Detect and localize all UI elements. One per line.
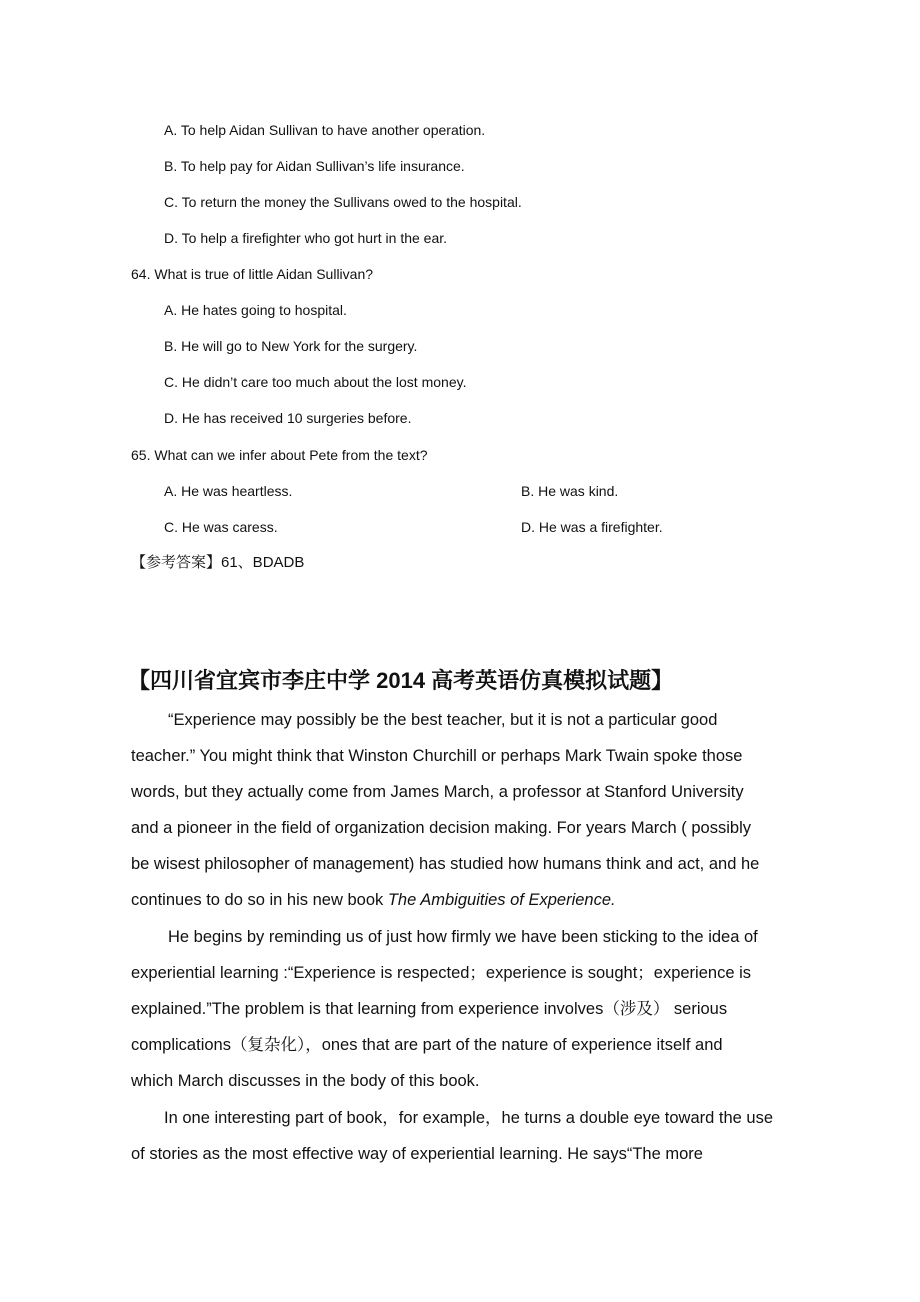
passage-line: In one interesting part of book，for example，he turns a double eye toward the use bbox=[164, 1109, 774, 1127]
passage-line: teacher.” You might think that Winston Churchill or perhaps Mark Twain spoke those bbox=[131, 747, 743, 765]
passage-line: words, but they actually come from James March, a professor at Stanford University bbox=[131, 783, 744, 801]
q65-option-b: B. He was kind. bbox=[521, 483, 619, 499]
passage-line-with-book bbox=[131, 889, 616, 911]
q64-question: 64. What is true of little Aidan Sullivan? bbox=[131, 266, 374, 282]
q65-option-d: D. He was a firefighter. bbox=[521, 519, 663, 535]
passage-line: which March discusses in the body of this book. bbox=[131, 1072, 480, 1090]
passage-line: explained.”The problem is that learning from experience involves（涉及） serious bbox=[131, 1000, 728, 1018]
passage-line: experiential learning :“Experience is respected；experience is sought；experience is bbox=[131, 964, 751, 982]
passage-line: be wisest philosopher of management) has studied how humans think and act, and he bbox=[131, 855, 760, 873]
q65-question: 65. What can we infer about Pete from the text? bbox=[131, 447, 428, 463]
passage-line: and a pioneer in the field of organization decision making. For years March ( possibly bbox=[131, 819, 751, 837]
q65-option-a: A. He was heartless. bbox=[164, 483, 293, 499]
passage-line: of stories as the most effective way of experiential learning. He says“The more bbox=[131, 1145, 703, 1163]
q65-option-c: C. He was caress. bbox=[164, 519, 278, 535]
passage-line: “Experience may possibly be the best teacher, but it is not a particular good bbox=[168, 711, 718, 729]
q63-option-b: B. To help pay for Aidan Sullivan’s life insurance. bbox=[164, 158, 465, 174]
q64-option-a: A. He hates going to hospital. bbox=[164, 302, 347, 318]
q64-option-b: B. He will go to New York for the surgery. bbox=[164, 338, 418, 354]
passage-line: continues to do so in his new book bbox=[131, 891, 388, 909]
answer-key: 【参考答案】61、BDADB bbox=[131, 554, 305, 571]
book-title: The Ambiguities of Experience. bbox=[387, 891, 616, 909]
q63-option-a: A. To help Aidan Sullivan to have another operation. bbox=[164, 122, 486, 138]
q64-option-d: D. He has received 10 surgeries before. bbox=[164, 410, 412, 426]
passage-line: He begins by reminding us of just how firmly we have been sticking to the idea of bbox=[168, 928, 758, 946]
q63-option-d: D. To help a firefighter who got hurt in the ear. bbox=[164, 230, 448, 246]
section-title: 【四川省宜宾市李庄中学 2014 高考英语仿真模拟试题】 bbox=[128, 668, 674, 693]
q63-option-c: C. To return the money the Sullivans owed to the hospital. bbox=[164, 194, 522, 210]
passage-line: complications（复杂化），ones that are part of the nature of experience itself and bbox=[131, 1036, 723, 1054]
q64-option-c: C. He didn’t care too much about the lost money. bbox=[164, 374, 467, 390]
